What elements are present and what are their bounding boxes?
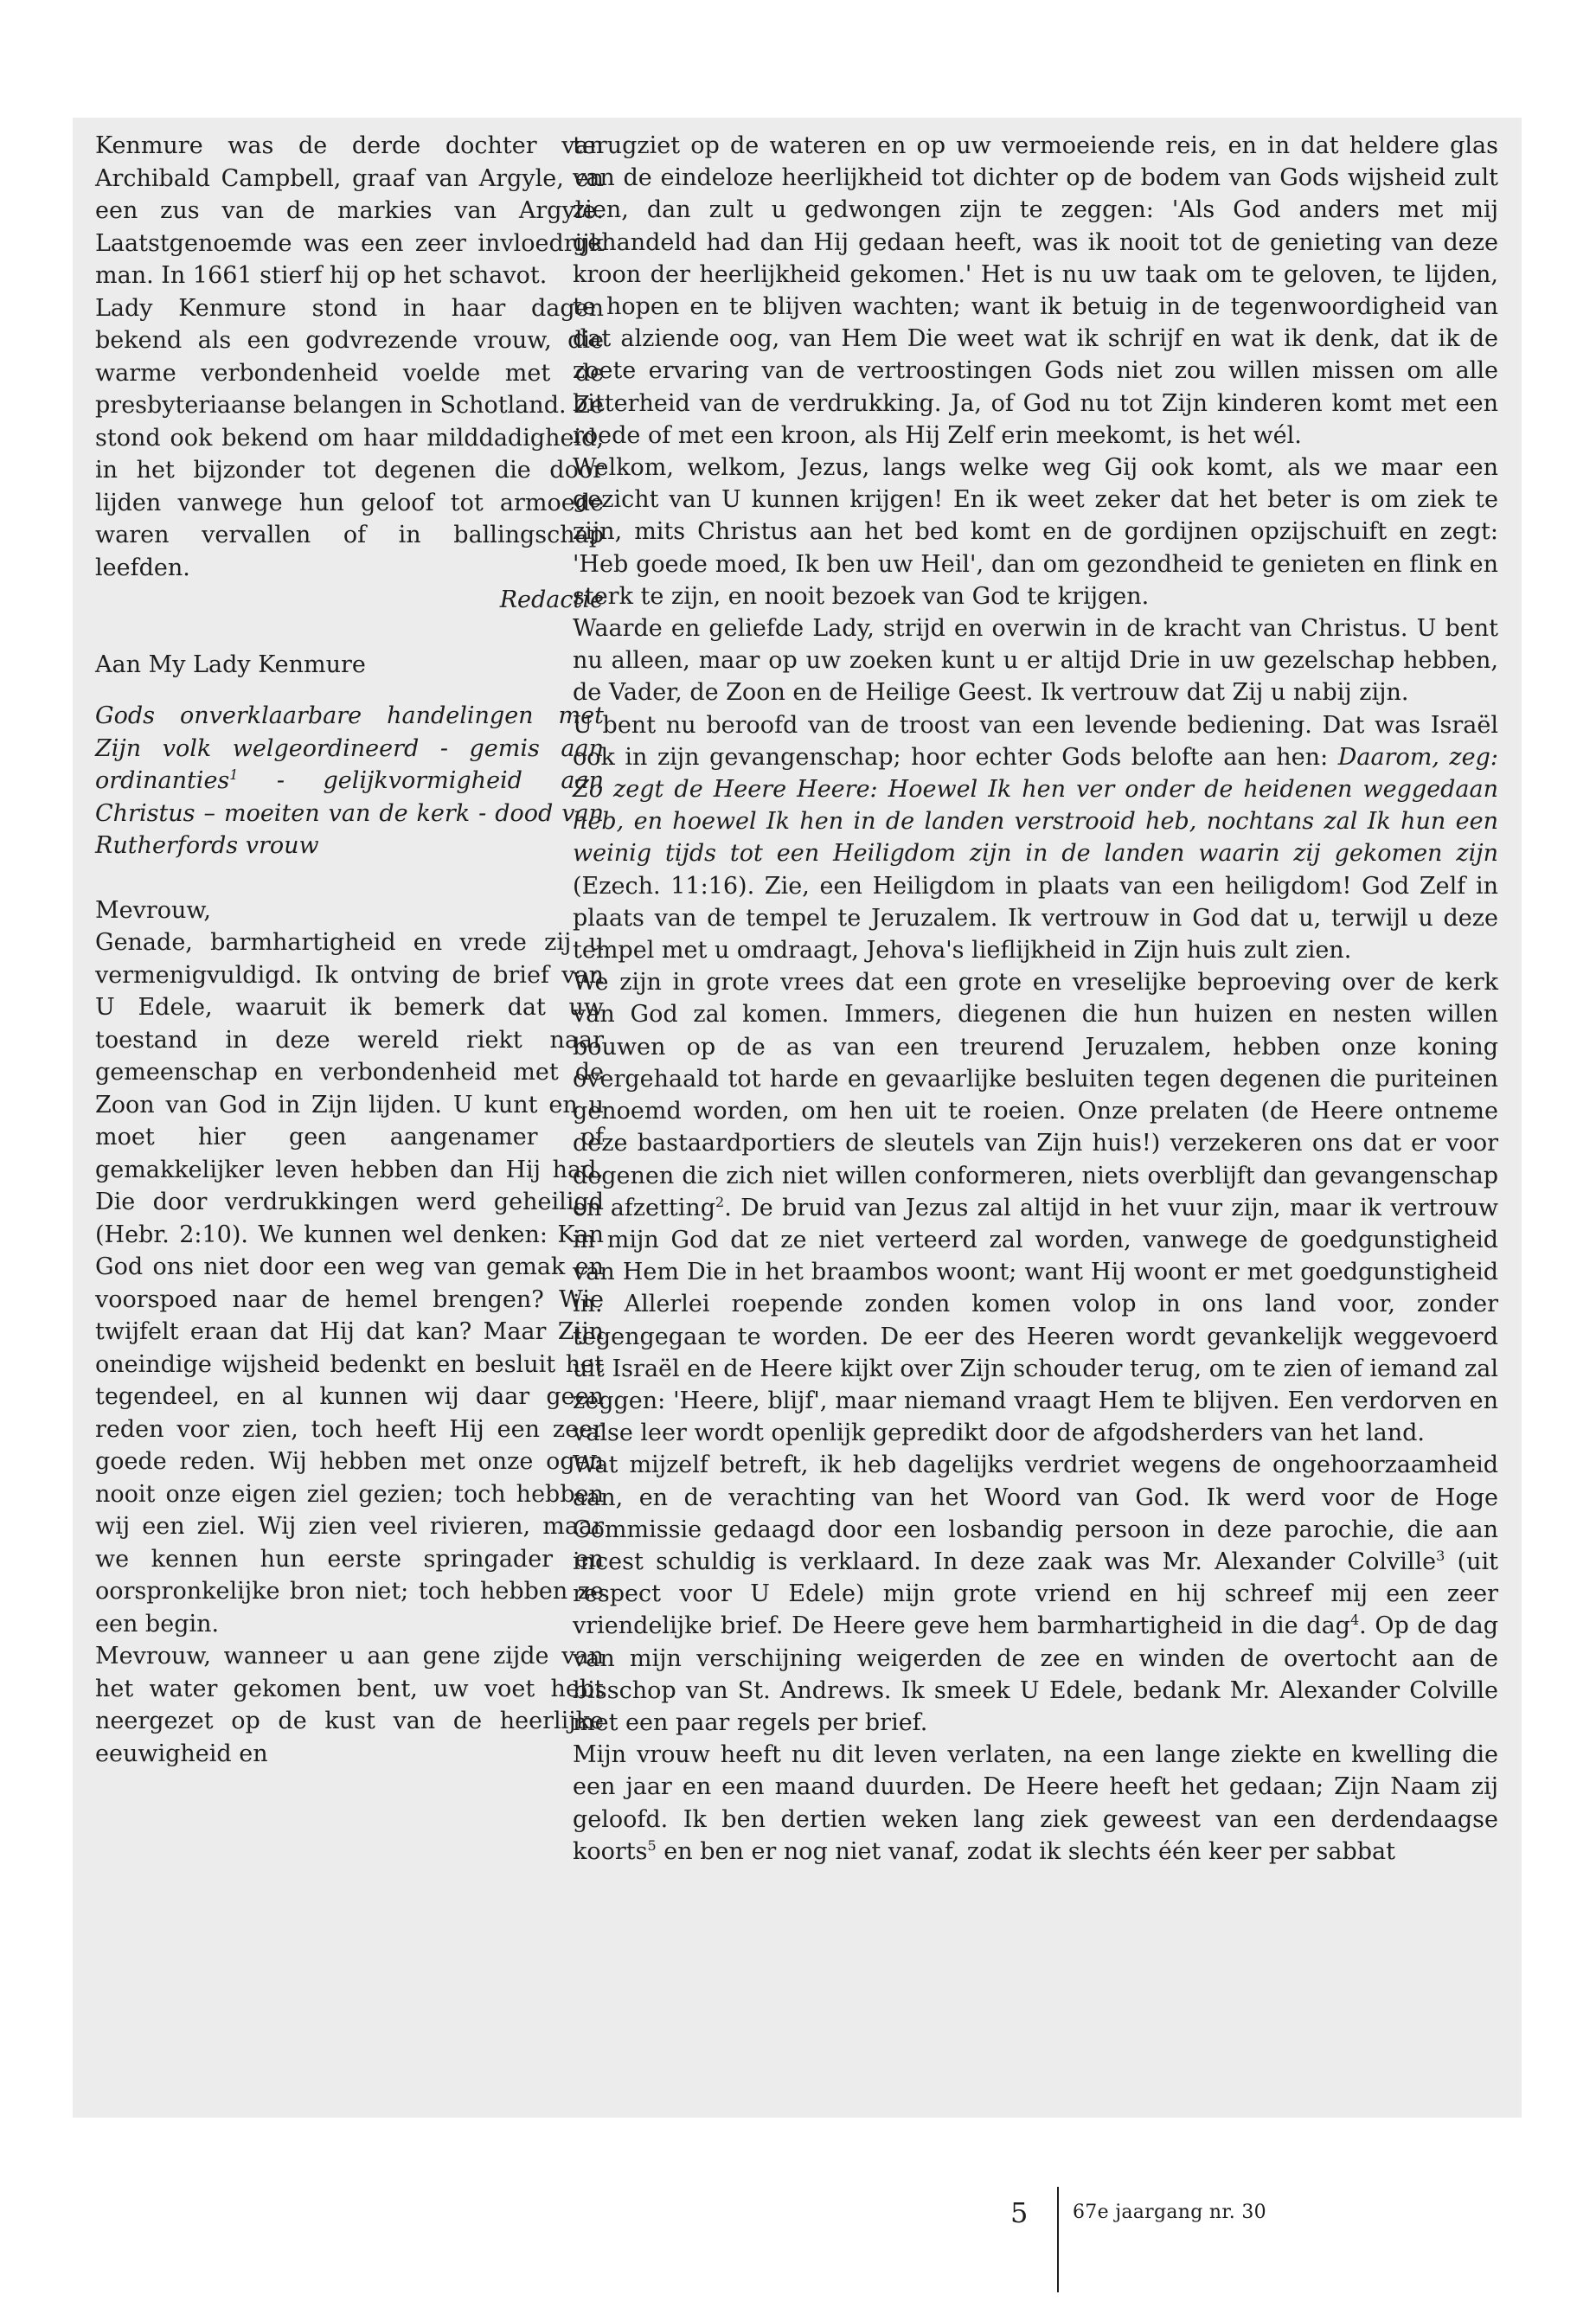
paragraph-6-text-a: We zijn in grote vrees dat een grote en vreselijke beproeving over de kerk van God zal komen. Immers, diegenen die hun huizen en nesten willen bouwen op de as van een treurend Jeruzalem, hebben onze koning overgehaald tot harde en gevaarlijke besluiten tegen degenen die puriteinen genoemd worden, om hen uit te roeien. Onze prelaten (de Heere ontneme deze bastaardportiers de sleutels van Zijn huis!) verzekeren ons dat er voor degenen die zich niet willen conformeren, niets overblijft dan gevangenschap en afzetting — [573, 969, 1498, 1221]
page-number: 5 — [1010, 2196, 1029, 2229]
letter-paragraph-7 — [573, 1449, 1498, 1739]
letter-title: Aan My Lady Kenmure — [95, 651, 366, 678]
intro-paragraph: Kenmure was de derde dochter van Archibald Campbell, graaf van Argyle, en een zus van de markies van Argyle. Laatstgenoemde was een zeer invloedrijk man. In 1661 stierf hij op het schavot. — [95, 132, 604, 289]
letter-paragraph-5 — [573, 709, 1498, 967]
paragraph-7-text-b: (uit respect voor U Edele) mijn grote vriend en hij schreef mij een zeer vriendelijke brief. De Heere geve hem barmhartigheid in die dag — [573, 1548, 1498, 1640]
right-column — [573, 130, 1498, 1868]
scripture-quote: Daarom, zeg: Zo zegt de Heere Heere: Hoewel Ik hen ver onder de heidenen weggedaan heb, en hoewel Ik hen in de landen verstrooid heb, nochtans zal Ik hun een weinig tijds tot een Heiligdom zijn in de landen waarin zij gekomen zijn — [573, 743, 1499, 868]
summary-text-b: - gelijkvormigheid aan Christus – moeiten van de kerk - dood van Rutherfords vrouw — [95, 767, 604, 859]
footer-divider — [1057, 2187, 1059, 2292]
footnote-ref-3[interactable]: 3 — [1436, 1547, 1445, 1564]
letter-paragraph-8 — [573, 1739, 1498, 1868]
issue-label: 67e jaargang nr. 30 — [1073, 2202, 1266, 2223]
footnote-ref-1[interactable]: 1 — [229, 766, 239, 783]
salutation: Mevrouw, — [95, 896, 211, 924]
intro-paragraph-2: Lady Kenmure stond in haar dagen bekend als een godvrezende vrouw, die warme verbondenheid voelde met de presbyteriaanse belangen in Schotland. Ze stond ook bekend om haar milddadigheid, in het bijzonder tot degenen die door lijden vanwege hun geloof tot armoede waren vervallen of in ballingschap leefden. — [95, 294, 604, 581]
paragraph-5-text-b: (Ezech. 11:16). Zie, een Heiligdom in plaats van een heiligdom! God Zelf in plaats van de tempel te Jeruzalem. Ik vertrouw in God dat u, terwijl u deze tempel met u omdraagt, Jehova's lieflijkheid in Zijn huis zult zien. — [573, 872, 1498, 965]
letter-paragraph-6 — [573, 966, 1498, 1449]
paragraph-6-text-b: . De bruid van Jezus zal altijd in het vuur zijn, maar ik vertrouw in mijn God dat ze niet verteerd zal worden, vanwege de goedgunstigheid van Hem Die in het braambos woont; want Hij woont er met goedgunstigheid in. Allerlei roepende zonden komen volop in ons land voor, zonder tegengegaan te worden. De eer des Heeren wordt gevankelijk weggevoerd uit Israël en de Heere kijkt over Zijn schouder terug, om te zien of iemand zal zeggen: 'Heere, blijf', maar niemand vraagt Hem te blijven. Een verdorven en valse leer wordt openlijk gepredikt door de afgodsherders van het land. — [573, 1194, 1499, 1447]
letter-paragraph-2: terugziet op de wateren en op uw vermoeiende reis, en in dat heldere glas van de eindeloze heerlijkheid tot dichter op de bodem van Gods wijsheid zult zien, dan zult u gedwongen zijn te zeggen: 'Als God anders met mij gehandeld had dan Hij gedaan heeft, was ik nooit tot de genieting van deze kroon der heerlijkheid gekomen.' Het is nu uw taak om te geloven, te lijden, te hopen en te blijven wachten; want ik betuig in de tegenwoordigheid van dat alziende oog, van Hem Die weet wat ik schrijf en wat ik denk, dat ik de zoete ervaring van de vertroostingen Gods niet zou willen missen om alle bitterheid van de verdrukking. Ja, of God nu tot Zijn kinderen komt met een roede of met een kroon, als Hij Zelf erin meekomt, is het wél. — [573, 132, 1498, 449]
footnote-ref-4[interactable]: 4 — [1349, 1612, 1360, 1629]
paragraph-7-text-c: . Op de dag van mijn verschijning weigerden de zee en winden de overtocht aan de bisschop van St. Andrews. Ik smeek U Edele, bedank Mr. Alexander Colville met een paar regels per brief. — [573, 1612, 1498, 1736]
paragraph-5-text-a: U bent nu beroofd van de troost van een levende bediening. Dat was Israël ook in zijn gevangenschap; hoor echter Gods belofte aan hen: — [573, 711, 1498, 771]
footnote-ref-2[interactable]: 2 — [715, 1193, 725, 1210]
signature: Redactie — [499, 586, 604, 613]
letter-paragraph-1a: Genade, barmhartigheid en vrede zij u vermenigvuldigd. Ik ontving de brief van U Edele, waaruit ik bemerk dat uw toestand in deze wereld riekt naar gemeenschap en verbondenheid met de Zoon van God in Zijn lijden. U kunt en u moet hier geen aangenamer of gemakkelijker leven hebben dan Hij had, Die door verdrukkingen werd geheiligd (Hebr. 2:10). We kunnen wel denken: Kan God ons niet door een weg van gemak en voorspoed naar de hemel brengen? Wie twijfelt eraan dat Hij dat kan? Maar Zijn oneindige wijsheid bedenkt en besluit het tegendeel, en al kunnen wij daar geen reden voor zien, toch heeft Hij een zeer goede reden. Wij hebben met onze ogen nooit onze eigen ziel gezien; toch hebben wij een ziel. Wij zien veel rivieren, maar we kennen hun eerste springader en oorspronkelijke bron niet; toch hebben ze een begin. — [95, 929, 604, 1638]
paragraph-7-text-a: Wat mijzelf betreft, ik heb dagelijks verdriet wegens de ongehoorzaamheid aan, en de verachting van het Woord van God. Ik werd voor de Hoge Commissie gedaagd door een losbandig persoon in deze parochie, die aan incest schuldig is verklaard. In deze zaak was Mr. Alexander Colville — [573, 1452, 1498, 1575]
paragraph-8-text-b: en ben er nog niet vanaf, zodat ik slechts één keer per sabbat — [656, 1837, 1395, 1865]
page-panel — [73, 118, 1522, 2118]
letter-summary — [95, 700, 604, 862]
letter-paragraph-1b: Mevrouw, wanneer u aan gene zijde van het water gekomen bent, uw voet hebt neergezet op de kust van de heerlijke eeuwigheid en — [95, 1643, 604, 1767]
left-column — [95, 130, 604, 1770]
paragraph-8-text-a: Mijn vrouw heeft nu dit leven verlaten, na een lange ziekte en kwelling die een jaar en een maand duurden. De Heere heeft het gedaan; Zijn Naam zij geloofd. Ik ben dertien weken lang ziek geweest van een derdendaagse koorts — [573, 1741, 1498, 1865]
summary-text-a: Gods onverklaarbare handelingen met Zijn volk welgeordineerd - gemis aan ordinanties — [95, 702, 604, 794]
footnote-ref-5[interactable]: 5 — [647, 1836, 657, 1854]
letter-paragraph-4: Waarde en geliefde Lady, strijd en overwin in de kracht van Christus. U bent nu alleen, maar op uw zoeken kunt u er altijd Drie in uw gezelschap hebben, de Vader, de Zoon en de Heilige Geest. Ik vertrouw dat Zij u nabij zijn. — [573, 615, 1498, 707]
letter-paragraph-3: Welkom, welkom, Jezus, langs welke weg Gij ook komt, als we maar een gezicht van U kunnen krijgen! En ik weet zeker dat het beter is om ziek te zijn, mits Christus aan het bed komt en de gordijnen opzijschuift en zegt: 'Heb goede moed, Ik ben uw Heil', dan om gezondheid te genieten en flink en sterk te zijn, en nooit bezoek van God te krijgen. — [573, 454, 1498, 610]
